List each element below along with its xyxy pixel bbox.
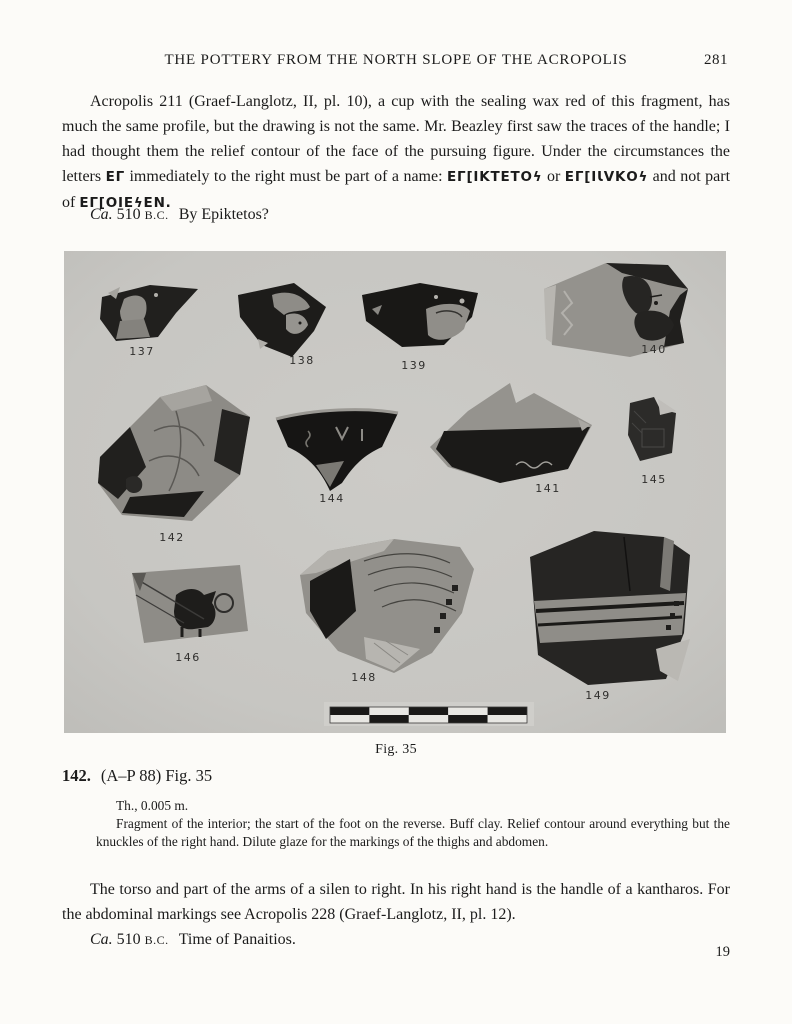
epigraphic-name-epilykos: ΕΓ[ΙƖVΚΟϟ — [564, 169, 649, 185]
entry-body-paragraph: The torso and part of the arms of a silen to right. In his right hand is the handle of a kantharos. For the abdominal markings see Acropolis 228 (Graef-Langlotz, II, pl. 12). — [62, 881, 730, 923]
figure-photograph — [64, 251, 726, 733]
page-number: 281 — [704, 52, 728, 68]
thickness-line: Th., 0.005 m. — [116, 798, 189, 813]
entry-details — [96, 797, 730, 851]
page-title: THE POTTERY FROM THE NORTH SLOPE OF THE ACROPOLIS — [164, 52, 628, 68]
intro-text-2: immediately to the right must be part of a name: — [125, 168, 448, 185]
catalogue-entry-heading — [62, 766, 730, 786]
epigraphic-letters-ep: ΕΓ — [105, 169, 126, 185]
fragment-label: 144 — [319, 492, 345, 505]
intro-text-4: and not part of — [62, 168, 731, 211]
running-head — [62, 52, 730, 72]
figure-caption: Fig. 35 — [375, 742, 417, 757]
intro-text-3: or — [542, 168, 565, 185]
bc-abbrev: B.C. — [144, 208, 169, 222]
footer-page-number: 19 — [715, 944, 730, 960]
fragment-label: 138 — [289, 354, 315, 367]
description-paragraph: Fragment of the interior; the start of the foot on the reverse. Buff clay. Relief contour around everything but the knuckles of the right hand. Dilute glaze for the markings of the thighs and abdomen. — [96, 816, 730, 849]
fragment-label: 149 — [585, 689, 611, 702]
fragment-label: 146 — [175, 651, 201, 664]
fragment-label: 145 — [641, 473, 667, 486]
fragment-label: 137 — [129, 345, 155, 358]
date-value: 510 — [112, 931, 145, 948]
circa-abbrev: Ca. — [90, 206, 113, 223]
fragment-label: 142 — [159, 531, 185, 544]
scale-bar — [324, 702, 534, 726]
circa-abbrev: Ca. — [90, 931, 113, 948]
pottery-fragments-photo — [64, 251, 726, 733]
epigraphic-name-epoiesen: ΕΓ[ΟΙΕϟΕΝ. — [79, 195, 172, 211]
attribution-text-2: Time of Panaitios. — [178, 931, 296, 948]
fragment-label: 148 — [351, 671, 377, 684]
attribution-text-1: By Epiktetos? — [178, 206, 269, 223]
attribution-line-1 — [62, 202, 730, 228]
fragment-label: 141 — [535, 482, 561, 495]
fragment-label: 139 — [401, 359, 427, 372]
entry-heading-text: (A–P 88) Fig. 35 — [100, 766, 213, 785]
intro-text-1: Acropolis 211 (Graef-Langlotz, II, pl. 10), a cup with the sealing wax red of this fragment, has much the same profile, but the drawing is not the same. Mr. Beazley first saw the traces of the handle; I had thought them the relief contour of the face of the pursuing figure. Under the circumstances the letters — [62, 93, 730, 185]
bc-abbrev: B.C. — [144, 933, 169, 947]
date-value: 510 — [112, 206, 145, 223]
intro-paragraph — [62, 89, 730, 216]
fragment-label: 140 — [641, 343, 667, 356]
entry-number: 142. — [62, 766, 91, 785]
epigraphic-name-epiktetos: ΕΓ[ΙΚΤΕΤΟϟ — [447, 169, 543, 185]
